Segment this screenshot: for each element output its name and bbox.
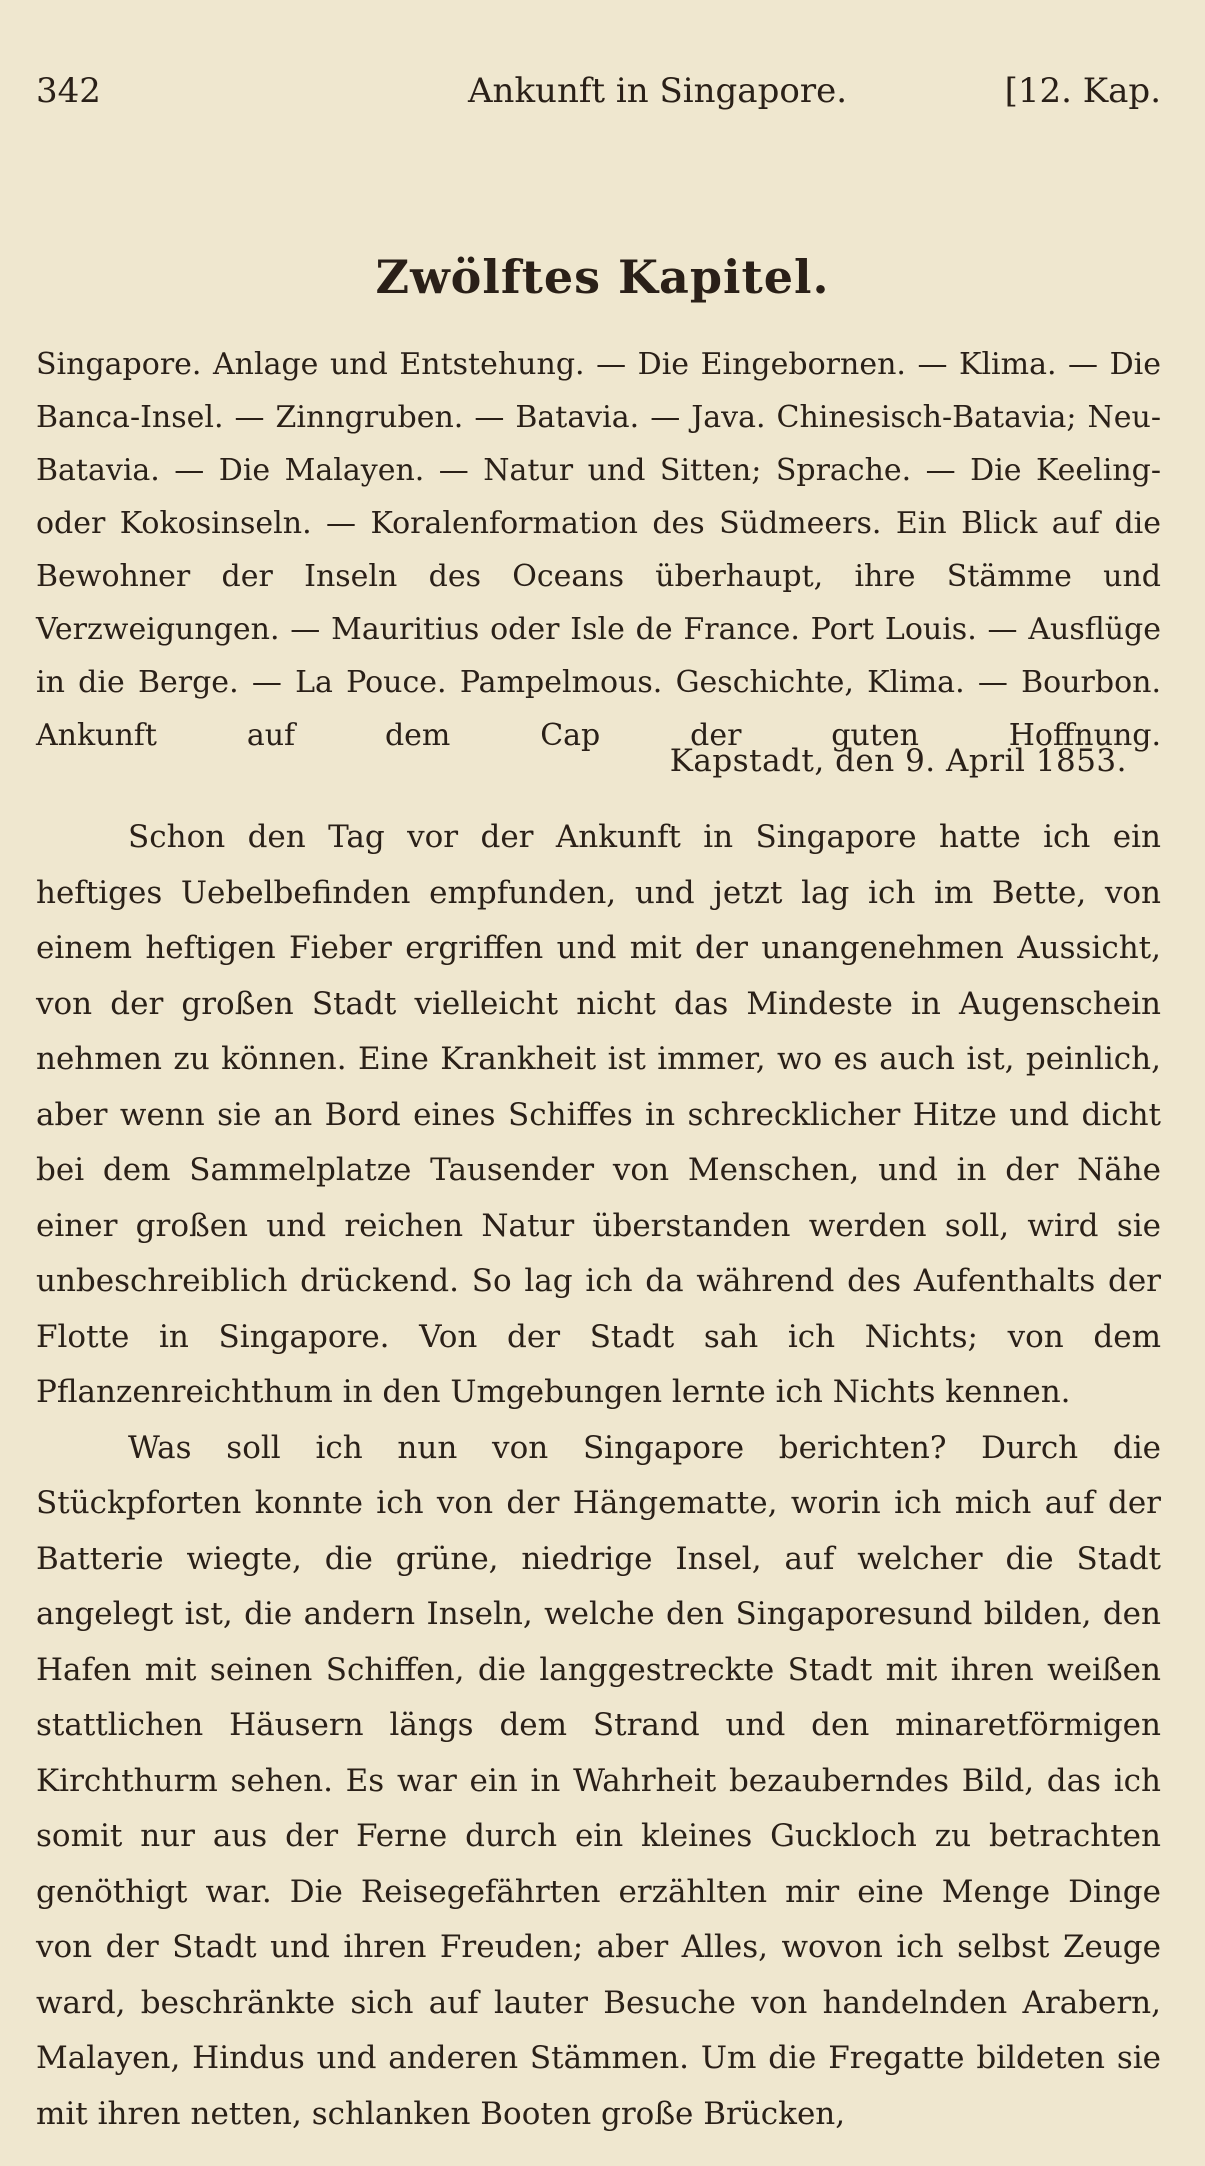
body-text xyxy=(36,810,1161,2142)
paragraph: Schon den Tag vor der Ankunft in Singapore hatte ich ein heftiges Uebelbefinden empfunden, und jetzt lag ich im Bette, von einem heftigen Fieber ergriffen und mit der unangenehmen Aussicht, von der großen Stadt vielleicht nicht das Mindeste in Augenschein nehmen zu können. Eine Krankheit ist immer, wo es auch ist, peinlich, aber wenn sie an Bord eines Schiffes in schrecklicher Hitze und dicht bei dem Sammelplatze Tausender von Menschen, und in der Nähe einer großen und reichen Natur überstanden werden soll, wird sie unbeschreiblich drückend. So lag ich da während des Aufenthalts der Flotte in Singapore. Von der Stadt sah ich Nichts; von dem Pflanzenreichthum in den Umgebungen lernte ich Nichts kennen. xyxy=(36,819,1161,1410)
chapter-title: Zwölftes Kapitel. xyxy=(375,250,830,304)
paragraph: Was soll ich nun von Singapore berichten? Durch die Stückpforten konnte ich von der Hängematte, worin ich mich auf der Batterie wiegte, die grüne, niedrige Insel, auf welcher die Stadt angelegt ist, die andern Inseln, welche den Singaporesund bilden, den Hafen mit seinen Schiffen, die langgestreckte Stadt mit ihren weißen stattlichen Häusern längs dem Strand und den minaretförmigen Kirchthurm sehen. Es war ein in Wahrheit bezauberndes Bild, das ich somit nur aus der Ferne durch ein kleines Guckloch zu betrachten genöthigt war. Die Reisegefährten erzählten mir eine Menge Dinge von der Stadt und ihren Freuden; aber Alles, wovon ich selbst Zeuge ward, beschränkte sich auf lauter Besuche von handelnden Arabern, Malayen, Hindus und anderen Stämmen. Um die Fregatte bildeten sie mit ihren netten, schlanken Booten große Brücken, xyxy=(36,1429,1161,2132)
dateline: Kapstadt, den 9. April 1853. xyxy=(669,743,1127,779)
running-title: Ankunft in Singapore. xyxy=(468,71,847,111)
chapter-reference: [12. Kap. xyxy=(1004,71,1161,111)
chapter-summary: Singapore. Anlage und Entstehung. — Die Eingebornen. — Klima. — Die Banca-Insel. — Zinngruben. — Batavia. — Java. Chinesisch-Batavia; Neu-Batavia. — Die Malayen. — Natur und Sitten; Sprache. — Die Keeling- oder Kokosinseln. — Koralenformation des Südmeers. Ein Blick auf die Bewohner der Inseln des Oceans überhaupt, ihre Stämme und Verzweigungen. — Mauritius oder Isle de France. Port Louis. — Ausflüge in die Berge. — La Pouce. Pampelmous. Geschichte, Klima. — Bourbon. Ankunft auf dem Cap der guten Hoffnung. xyxy=(36,347,1161,753)
page-number: 342 xyxy=(36,71,101,111)
running-header xyxy=(36,66,1161,116)
